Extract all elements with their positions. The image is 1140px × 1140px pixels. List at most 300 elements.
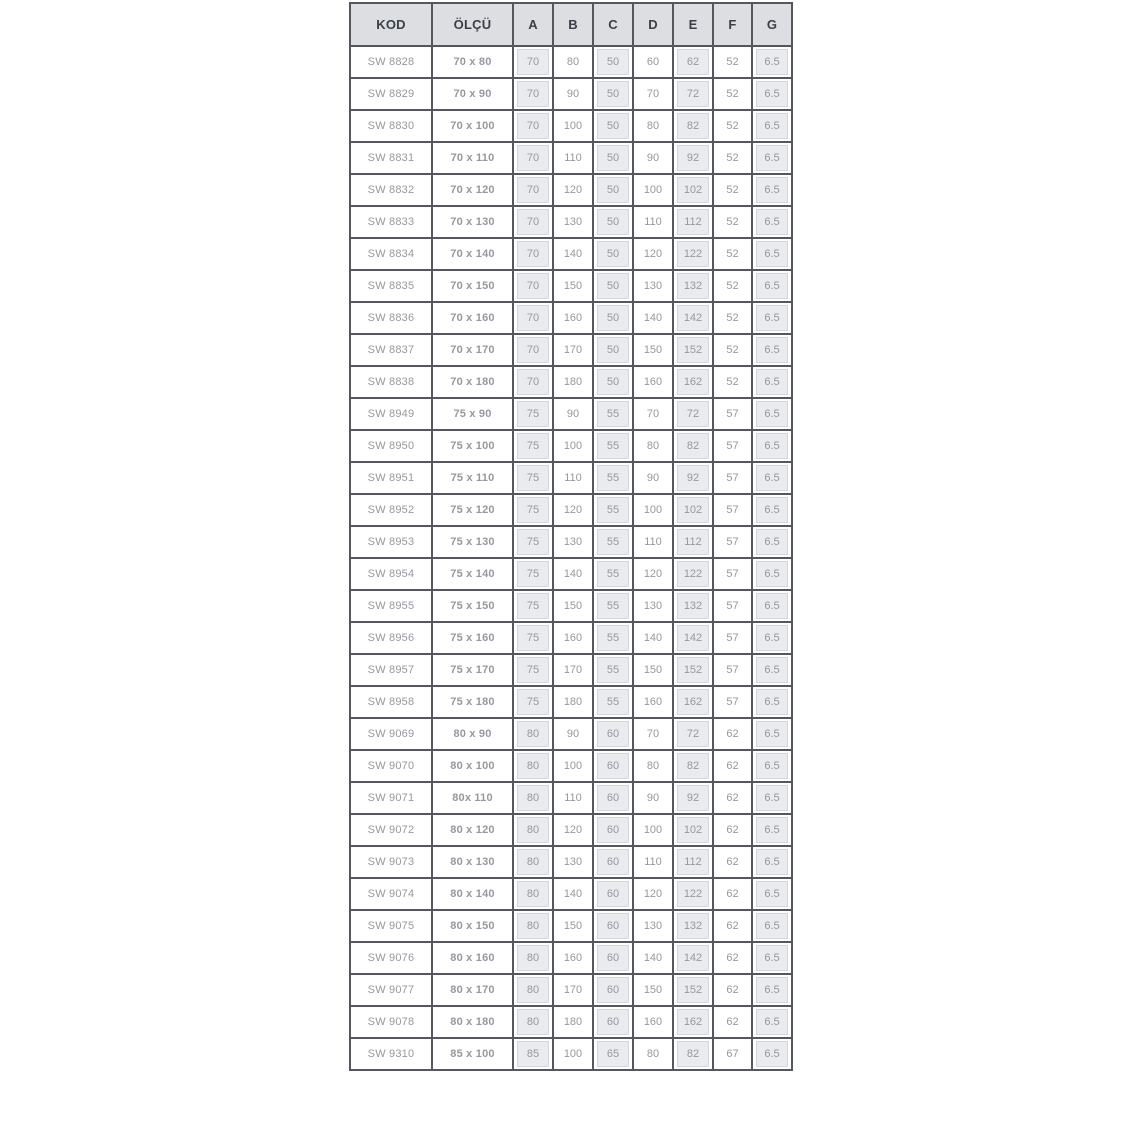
table-row: [350, 366, 792, 398]
cell-c: [593, 366, 633, 398]
cell-value: 180: [563, 1016, 583, 1028]
cell-kod: SW 9077: [350, 974, 432, 1006]
cell-value: 6.5: [756, 593, 788, 619]
cell-value: 100: [563, 440, 583, 452]
cell-kod: SW 9075: [350, 910, 432, 942]
cell-value: 6.5: [756, 721, 788, 747]
cell-c: [593, 238, 633, 270]
cell-value: 55: [597, 657, 629, 683]
column-header-g: G: [752, 3, 792, 46]
cell-f: [713, 494, 752, 526]
cell-a: [513, 494, 553, 526]
cell-f: [713, 878, 752, 910]
cell-value: 50: [597, 337, 629, 363]
cell-olcu: 80 x 90: [432, 718, 513, 750]
cell-value: 160: [563, 952, 583, 964]
cell-value: 60: [597, 785, 629, 811]
cell-g: [752, 814, 792, 846]
cell-c: [593, 174, 633, 206]
cell-c: [593, 334, 633, 366]
cell-value: 150: [563, 600, 583, 612]
cell-a: [513, 686, 553, 718]
cell-g: [752, 910, 792, 942]
cell-value: 140: [563, 568, 583, 580]
cell-e: [673, 750, 713, 782]
cell-value: 62: [726, 1016, 739, 1028]
cell-e: [673, 846, 713, 878]
cell-e: [673, 270, 713, 302]
cell-olcu: 75 x 140: [432, 558, 513, 590]
cell-f: [713, 206, 752, 238]
cell-value: 6.5: [756, 1041, 788, 1067]
cell-c: [593, 398, 633, 430]
cell-value: 6.5: [756, 913, 788, 939]
cell-value: 52: [726, 248, 739, 260]
cell-g: [752, 206, 792, 238]
cell-e: [673, 174, 713, 206]
cell-c: [593, 686, 633, 718]
cell-e: [673, 398, 713, 430]
cell-c: [593, 718, 633, 750]
cell-value: 150: [643, 664, 663, 676]
cell-olcu: 80 x 160: [432, 942, 513, 974]
cell-kod: SW 8952: [350, 494, 432, 526]
cell-d: [633, 398, 673, 430]
cell-c: [593, 878, 633, 910]
cell-value: 130: [643, 600, 663, 612]
cell-value: 140: [563, 248, 583, 260]
product-dimension-table: [349, 2, 793, 1071]
cell-value: 160: [563, 312, 583, 324]
cell-c: [593, 1038, 633, 1070]
cell-a: [513, 1006, 553, 1038]
table-row: [350, 398, 792, 430]
cell-value: 62: [726, 856, 739, 868]
cell-b: [553, 974, 593, 1006]
cell-e: [673, 430, 713, 462]
cell-d: [633, 686, 673, 718]
cell-g: [752, 1038, 792, 1070]
column-header-f: F: [713, 3, 752, 46]
cell-b: [553, 718, 593, 750]
table-row: [350, 622, 792, 654]
cell-value: 150: [643, 984, 663, 996]
cell-value: 80: [517, 817, 549, 843]
cell-d: [633, 174, 673, 206]
cell-value: 122: [677, 561, 709, 587]
cell-value: 132: [677, 913, 709, 939]
cell-value: 110: [564, 152, 582, 164]
cell-value: 60: [597, 913, 629, 939]
cell-d: [633, 494, 673, 526]
cell-value: 130: [563, 536, 583, 548]
cell-f: [713, 302, 752, 334]
cell-value: 100: [563, 120, 583, 132]
cell-value: 150: [563, 280, 583, 292]
cell-f: [713, 750, 752, 782]
cell-value: 60: [597, 977, 629, 1003]
table-row: [350, 878, 792, 910]
cell-e: [673, 910, 713, 942]
cell-value: 50: [597, 209, 629, 235]
cell-d: [633, 302, 673, 334]
cell-c: [593, 942, 633, 974]
cell-value: 6.5: [756, 849, 788, 875]
cell-b: [553, 590, 593, 622]
column-header-d: D: [633, 3, 673, 46]
cell-value: 142: [677, 625, 709, 651]
cell-a: [513, 558, 553, 590]
cell-f: [713, 558, 752, 590]
table-row: [350, 494, 792, 526]
cell-olcu: 70 x 120: [432, 174, 513, 206]
cell-f: [713, 398, 752, 430]
cell-f: [713, 622, 752, 654]
cell-f: [713, 782, 752, 814]
cell-e: [673, 238, 713, 270]
cell-kod: SW 8830: [350, 110, 432, 142]
cell-value: 6.5: [756, 145, 788, 171]
cell-value: 75: [517, 401, 549, 427]
cell-value: 70: [646, 88, 660, 100]
cell-g: [752, 782, 792, 814]
cell-value: 92: [677, 785, 709, 811]
cell-d: [633, 814, 673, 846]
cell-value: 75: [517, 593, 549, 619]
cell-value: 162: [677, 689, 709, 715]
cell-value: 57: [726, 472, 739, 484]
cell-g: [752, 654, 792, 686]
cell-d: [633, 558, 673, 590]
cell-f: [713, 814, 752, 846]
cell-value: 6.5: [756, 113, 788, 139]
cell-a: [513, 430, 553, 462]
cell-olcu: 70 x 110: [432, 142, 513, 174]
table-row: [350, 1006, 792, 1038]
cell-value: 6.5: [756, 209, 788, 235]
cell-olcu: 70 x 80: [432, 46, 513, 78]
cell-d: [633, 910, 673, 942]
cell-f: [713, 270, 752, 302]
cell-value: 130: [643, 280, 663, 292]
cell-value: 180: [563, 376, 583, 388]
cell-b: [553, 782, 593, 814]
table-row: [350, 846, 792, 878]
cell-olcu: 80 x 180: [432, 1006, 513, 1038]
cell-a: [513, 974, 553, 1006]
cell-value: 6.5: [756, 657, 788, 683]
cell-value: 72: [677, 721, 709, 747]
cell-a: [513, 270, 553, 302]
cell-value: 62: [726, 920, 739, 932]
cell-value: 55: [597, 689, 629, 715]
cell-a: [513, 1038, 553, 1070]
cell-value: 50: [597, 81, 629, 107]
cell-value: 120: [563, 184, 583, 196]
cell-g: [752, 270, 792, 302]
cell-value: 112: [677, 529, 709, 555]
cell-value: 102: [677, 497, 709, 523]
cell-kod: SW 8955: [350, 590, 432, 622]
cell-d: [633, 846, 673, 878]
cell-value: 160: [643, 376, 663, 388]
cell-b: [553, 622, 593, 654]
cell-value: 50: [597, 241, 629, 267]
cell-d: [633, 750, 673, 782]
cell-value: 70: [517, 209, 549, 235]
cell-g: [752, 78, 792, 110]
cell-olcu: 80x 110: [432, 782, 513, 814]
cell-f: [713, 1006, 752, 1038]
cell-value: 60: [597, 817, 629, 843]
cell-d: [633, 206, 673, 238]
cell-value: 55: [597, 497, 629, 523]
cell-a: [513, 878, 553, 910]
cell-value: 150: [563, 920, 583, 932]
cell-d: [633, 718, 673, 750]
cell-olcu: 70 x 150: [432, 270, 513, 302]
cell-c: [593, 494, 633, 526]
cell-c: [593, 430, 633, 462]
cell-value: 80: [517, 1009, 549, 1035]
cell-d: [633, 78, 673, 110]
cell-e: [673, 814, 713, 846]
cell-olcu: 85 x 100: [432, 1038, 513, 1070]
cell-kod: SW 9070: [350, 750, 432, 782]
cell-value: 55: [597, 625, 629, 651]
cell-value: 62: [726, 792, 739, 804]
table-row: [350, 238, 792, 270]
cell-f: [713, 718, 752, 750]
cell-value: 122: [677, 241, 709, 267]
table-body: [350, 46, 792, 1070]
cell-c: [593, 142, 633, 174]
cell-value: 90: [566, 408, 580, 420]
cell-g: [752, 430, 792, 462]
cell-a: [513, 206, 553, 238]
cell-kod: SW 9073: [350, 846, 432, 878]
cell-value: 140: [643, 312, 663, 324]
cell-value: 110: [564, 792, 582, 804]
cell-b: [553, 430, 593, 462]
table-row: [350, 142, 792, 174]
cell-olcu: 70 x 160: [432, 302, 513, 334]
cell-e: [673, 366, 713, 398]
cell-a: [513, 526, 553, 558]
cell-e: [673, 526, 713, 558]
cell-olcu: 70 x 90: [432, 78, 513, 110]
cell-value: 57: [726, 632, 739, 644]
cell-value: 70: [646, 728, 660, 740]
cell-olcu: 70 x 130: [432, 206, 513, 238]
cell-value: 80: [517, 785, 549, 811]
cell-value: 110: [644, 536, 662, 548]
cell-a: [513, 910, 553, 942]
cell-value: 140: [643, 632, 663, 644]
cell-value: 160: [643, 1016, 663, 1028]
cell-f: [713, 654, 752, 686]
cell-f: [713, 174, 752, 206]
cell-kod: SW 8838: [350, 366, 432, 398]
cell-value: 6.5: [756, 1009, 788, 1035]
cell-kod: SW 9071: [350, 782, 432, 814]
cell-c: [593, 558, 633, 590]
cell-e: [673, 942, 713, 974]
cell-value: 50: [597, 145, 629, 171]
cell-value: 6.5: [756, 945, 788, 971]
cell-a: [513, 78, 553, 110]
cell-value: 82: [677, 433, 709, 459]
cell-d: [633, 366, 673, 398]
cell-c: [593, 78, 633, 110]
cell-d: [633, 110, 673, 142]
cell-value: 80: [517, 977, 549, 1003]
cell-kod: SW 9074: [350, 878, 432, 910]
cell-e: [673, 1006, 713, 1038]
cell-f: [713, 142, 752, 174]
cell-g: [752, 334, 792, 366]
column-header-c: C: [593, 3, 633, 46]
cell-value: 52: [726, 56, 739, 68]
cell-value: 6.5: [756, 369, 788, 395]
header-row: [350, 3, 792, 46]
cell-value: 57: [726, 536, 739, 548]
table-row: [350, 110, 792, 142]
cell-e: [673, 718, 713, 750]
cell-e: [673, 782, 713, 814]
cell-e: [673, 302, 713, 334]
cell-value: 6.5: [756, 401, 788, 427]
table-row: [350, 686, 792, 718]
cell-olcu: 70 x 140: [432, 238, 513, 270]
cell-d: [633, 974, 673, 1006]
cell-value: 75: [517, 433, 549, 459]
cell-g: [752, 110, 792, 142]
cell-value: 6.5: [756, 49, 788, 75]
cell-kod: SW 9072: [350, 814, 432, 846]
cell-f: [713, 526, 752, 558]
cell-a: [513, 750, 553, 782]
cell-b: [553, 686, 593, 718]
cell-e: [673, 590, 713, 622]
cell-value: 80: [646, 760, 660, 772]
cell-g: [752, 558, 792, 590]
cell-value: 110: [644, 216, 662, 228]
cell-value: 52: [726, 344, 739, 356]
cell-value: 70: [517, 145, 549, 171]
cell-value: 140: [563, 888, 583, 900]
cell-f: [713, 366, 752, 398]
cell-value: 60: [597, 721, 629, 747]
cell-value: 6.5: [756, 625, 788, 651]
cell-olcu: 70 x 100: [432, 110, 513, 142]
table-row: [350, 910, 792, 942]
cell-g: [752, 494, 792, 526]
cell-value: 60: [597, 1009, 629, 1035]
cell-value: 90: [646, 152, 660, 164]
cell-value: 65: [597, 1041, 629, 1067]
cell-g: [752, 462, 792, 494]
cell-f: [713, 942, 752, 974]
cell-value: 55: [597, 561, 629, 587]
cell-g: [752, 1006, 792, 1038]
cell-g: [752, 622, 792, 654]
cell-value: 70: [517, 273, 549, 299]
cell-value: 160: [563, 632, 583, 644]
cell-kod: SW 8832: [350, 174, 432, 206]
cell-value: 75: [517, 529, 549, 555]
cell-c: [593, 782, 633, 814]
cell-kod: SW 8951: [350, 462, 432, 494]
cell-value: 55: [597, 529, 629, 555]
cell-value: 90: [646, 792, 660, 804]
cell-value: 52: [726, 152, 739, 164]
cell-b: [553, 494, 593, 526]
cell-kod: SW 8953: [350, 526, 432, 558]
cell-g: [752, 174, 792, 206]
cell-value: 57: [726, 696, 739, 708]
cell-b: [553, 398, 593, 430]
cell-a: [513, 110, 553, 142]
cell-value: 75: [517, 657, 549, 683]
table-row: [350, 814, 792, 846]
cell-value: 6.5: [756, 465, 788, 491]
cell-value: 80: [646, 120, 660, 132]
cell-value: 152: [677, 977, 709, 1003]
cell-c: [593, 814, 633, 846]
cell-b: [553, 558, 593, 590]
cell-b: [553, 1006, 593, 1038]
cell-kod: SW 9069: [350, 718, 432, 750]
cell-g: [752, 142, 792, 174]
cell-a: [513, 398, 553, 430]
cell-olcu: 70 x 180: [432, 366, 513, 398]
cell-d: [633, 462, 673, 494]
cell-value: 57: [726, 568, 739, 580]
cell-value: 122: [677, 881, 709, 907]
cell-value: 160: [643, 696, 663, 708]
table-row: [350, 270, 792, 302]
table-row: [350, 46, 792, 78]
cell-d: [633, 1038, 673, 1070]
table-header: [350, 3, 792, 46]
cell-kod: SW 8957: [350, 654, 432, 686]
cell-kod: SW 8833: [350, 206, 432, 238]
cell-f: [713, 78, 752, 110]
cell-a: [513, 718, 553, 750]
cell-value: 75: [517, 497, 549, 523]
cell-value: 6.5: [756, 337, 788, 363]
cell-c: [593, 910, 633, 942]
table-row: [350, 174, 792, 206]
cell-value: 142: [677, 945, 709, 971]
cell-b: [553, 110, 593, 142]
cell-g: [752, 974, 792, 1006]
cell-c: [593, 590, 633, 622]
cell-a: [513, 46, 553, 78]
cell-a: [513, 814, 553, 846]
cell-value: 112: [677, 209, 709, 235]
cell-value: 90: [566, 728, 580, 740]
table-row: [350, 206, 792, 238]
cell-e: [673, 622, 713, 654]
cell-value: 6.5: [756, 81, 788, 107]
cell-f: [713, 430, 752, 462]
cell-value: 70: [517, 337, 549, 363]
cell-value: 90: [566, 88, 580, 100]
cell-e: [673, 558, 713, 590]
cell-f: [713, 686, 752, 718]
